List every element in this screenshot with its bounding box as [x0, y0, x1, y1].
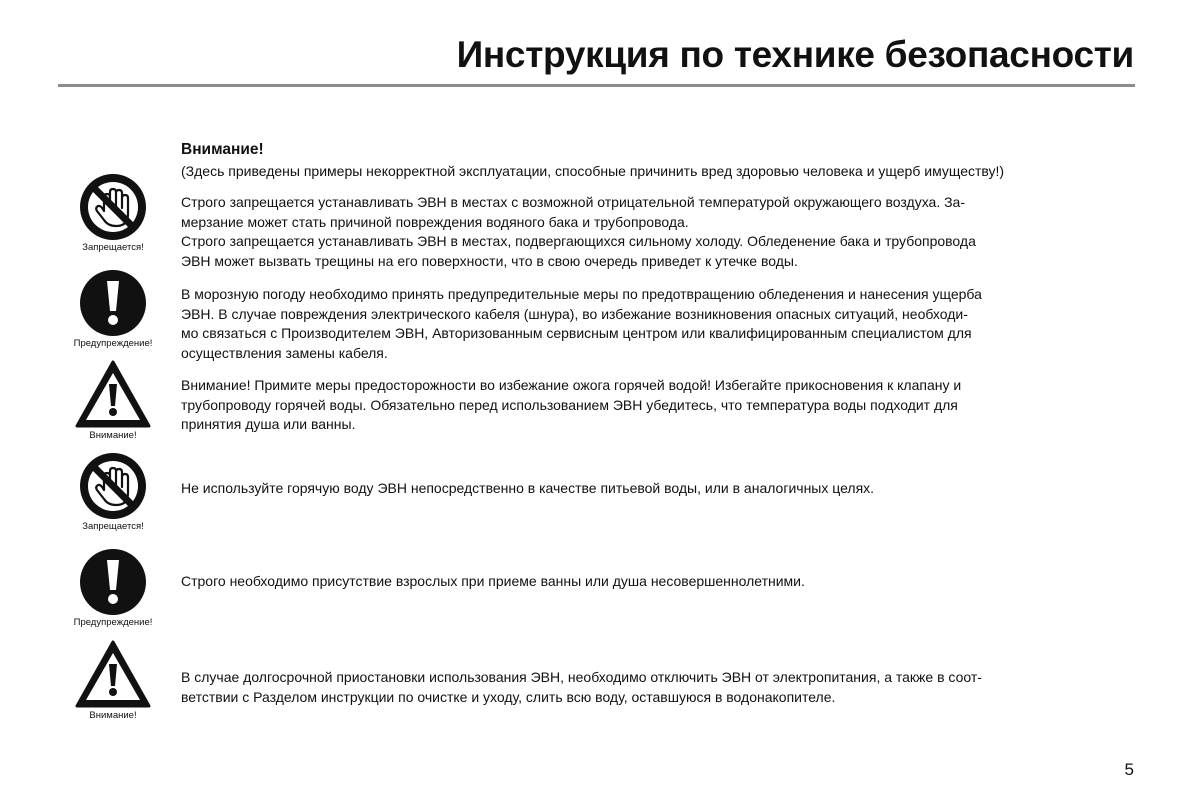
page-number: 5 — [1124, 760, 1134, 779]
warning-triangle-icon — [75, 640, 151, 708]
safety-paragraph: Внимание! Примите меры предосторожности во избежание ожога горячей водой! Избегайте прикосновения к клапану и трубопроводу горячей воды. Обязательно перед использованием ЭВН убедитесь, что температура воды подходит для принятия душа или ванны. — [181, 377, 962, 432]
no-touch-icon — [80, 174, 146, 240]
icon-label: Предупреждение! — [73, 617, 153, 628]
safety-paragraph: Строго необходимо присутствие взрослых при приеме ванны или душа несовершеннолетними. — [181, 573, 805, 589]
warning-triangle-icon — [75, 360, 151, 428]
safety-paragraph: Не используйте горячую воду ЭВН непосредственно в качестве питьевой воды, или в аналогичных целях. — [181, 480, 875, 496]
safety-sign-warning — [58, 640, 168, 722]
icon-label: Запрещается! — [82, 521, 144, 532]
icon-label: Внимание! — [89, 430, 137, 441]
icon-label: Запрещается! — [82, 242, 144, 253]
safety-sign-mandatory — [58, 549, 168, 629]
page-title: Инструкция по технике безопасности — [456, 34, 1134, 75]
safety-sign-prohibited — [58, 174, 168, 254]
exclamation-circle-icon — [80, 270, 146, 336]
no-touch-icon — [80, 453, 146, 519]
safety-paragraph: Строго запрещается устанавливать ЭВН в местах с возможной отрицательной температурой окружающего воздуха. За- мерзание может стать причиной повреждения водяного бака и трубопровода. Строго запрещается устанавливать ЭВН в местах, подвергающихся сильному холоду. Обледенение бака и трубопровода ЭВН может вызвать трещины на его поверхности, что в свою очередь приведет к утечке воды. — [181, 194, 976, 269]
exclamation-circle-icon — [80, 549, 146, 615]
safety-paragraph: В морозную погоду необходимо принять предупредительные меры по предотвращению обледенения и нанесения ущерба ЭВН. В случае повреждения электрического кабеля (шнура), во избежание возникновения опасных ситуаций, необходи- мо связаться с Производителем ЭВН, Авторизованным сервисным центром или квалифицированным специалистом для осуществления замены кабеля. — [181, 286, 982, 361]
icon-label: Внимание! — [89, 710, 137, 721]
safety-sign-warning — [58, 360, 168, 442]
safety-sign-mandatory — [58, 270, 168, 350]
safety-sign-prohibited — [58, 453, 168, 533]
intro-text: (Здесь приведены примеры некорректной эксплуатации, способные причинить вред здоровью человека и ущерб имуществу!) — [181, 163, 1005, 179]
attention-heading: Внимание! — [181, 141, 264, 158]
title-divider — [58, 84, 1135, 87]
icon-label: Предупреждение! — [73, 338, 153, 349]
safety-paragraph: В случае долгосрочной приостановки использования ЭВН, необходимо отключить ЭВН от электропитания, а также в соот- ветствии с Разделом инструкции по очистке и уходу, слить всю воду, оставшуюся в водонакопителе. — [181, 669, 982, 705]
